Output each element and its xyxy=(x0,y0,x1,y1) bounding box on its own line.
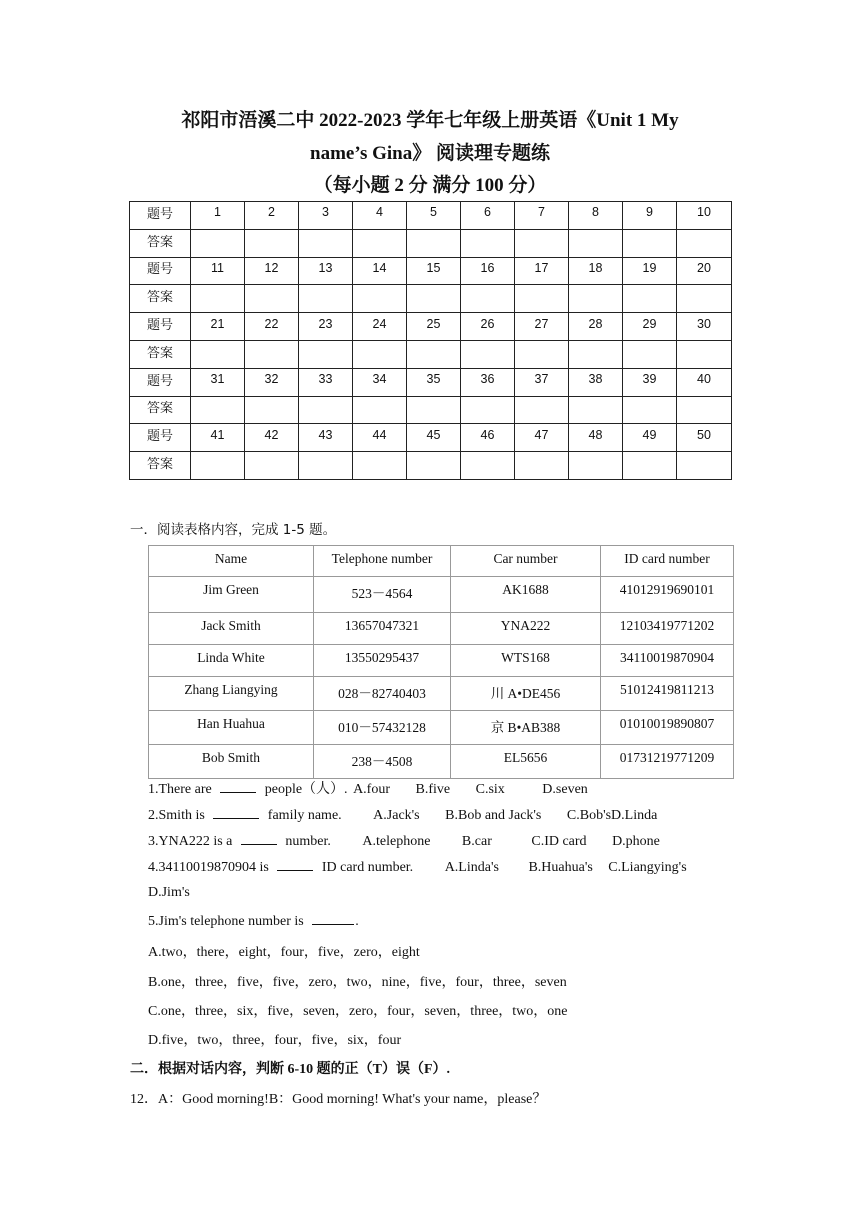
info-table-header-row xyxy=(149,546,734,577)
answer-cell[interactable] xyxy=(407,340,461,368)
answer-cell[interactable] xyxy=(677,452,732,480)
question-number-cell: 1 xyxy=(191,202,245,230)
table-row xyxy=(149,745,734,779)
question-number-cell: 27 xyxy=(515,313,569,341)
question-number-cell: 15 xyxy=(407,257,461,285)
cell-telephone: 238－4508 xyxy=(314,745,451,779)
option-b: B.car xyxy=(461,834,492,849)
question-number-cell: 2 xyxy=(245,202,299,230)
option-c: C.one，three，six，five，seven，zero，four，seven，three，two，one xyxy=(148,1004,568,1019)
question-2-stem-end: family name. xyxy=(267,808,342,823)
question-number-cell: 50 xyxy=(677,424,732,452)
cell-car: EL5656 xyxy=(451,745,601,779)
cell-id-card: 41012919690101 xyxy=(601,577,734,613)
dialogue-line-1: 12．A：Good morning!B：Good morning! What's your name，please？ xyxy=(130,1092,547,1107)
question-number-row xyxy=(130,257,732,285)
answer-row xyxy=(130,229,732,257)
table-row xyxy=(149,677,734,711)
answer-blank xyxy=(241,832,277,845)
question-number-cell: 12 xyxy=(245,257,299,285)
question-5-stem-end: . xyxy=(355,914,359,929)
question-number-cell: 8 xyxy=(569,202,623,230)
cell-telephone: 13550295437 xyxy=(314,645,451,677)
cell-car: YNA222 xyxy=(451,613,601,645)
option-b: B.one，three，five，five，zero，two，nine，five，four，three，seven xyxy=(148,975,567,990)
answer-sheet-table xyxy=(129,201,732,480)
option-d: D.Jim's xyxy=(148,885,190,900)
question-1-stem: 1.There are xyxy=(148,782,212,797)
question-number-cell: 40 xyxy=(677,368,732,396)
table-row xyxy=(149,711,734,745)
question-number-cell: 41 xyxy=(191,424,245,452)
question-number-cell: 32 xyxy=(245,368,299,396)
answer-cell[interactable] xyxy=(245,396,299,424)
answer-cell[interactable] xyxy=(191,396,245,424)
answer-cell[interactable] xyxy=(191,452,245,480)
question-number-row xyxy=(130,313,732,341)
cell-name: Han Huahua xyxy=(149,711,314,745)
question-number-cell: 48 xyxy=(569,424,623,452)
answer-cell[interactable] xyxy=(191,229,245,257)
answer-cell[interactable] xyxy=(191,340,245,368)
answer-blank xyxy=(213,806,259,819)
question-number-cell: 13 xyxy=(299,257,353,285)
cell-name: Zhang Liangying xyxy=(149,677,314,711)
option-a: A.four xyxy=(353,782,390,797)
question-number-cell: 14 xyxy=(353,257,407,285)
cell-car: AK1688 xyxy=(451,577,601,613)
question-number-cell: 25 xyxy=(407,313,461,341)
answer-cell[interactable] xyxy=(407,285,461,313)
cell-name: Jack Smith xyxy=(149,613,314,645)
answer-cell[interactable] xyxy=(677,396,732,424)
option-d: D.five，two，three，four，five，six，four xyxy=(148,1033,402,1048)
question-4-stem-end: ID card number. xyxy=(321,860,414,875)
option-c: C.Liangying's xyxy=(608,860,687,875)
question-number-cell: 43 xyxy=(299,424,353,452)
question-number-cell: 3 xyxy=(299,202,353,230)
answer-row xyxy=(130,396,732,424)
question-number-cell: 35 xyxy=(407,368,461,396)
question-number-row xyxy=(130,202,732,230)
question-number-row xyxy=(130,368,732,396)
question-2-stem: 2.Smith is xyxy=(148,808,205,823)
question-label: 题号 xyxy=(130,424,191,452)
question-4 xyxy=(148,858,687,876)
answer-cell[interactable] xyxy=(245,452,299,480)
table-row xyxy=(149,645,734,677)
question-number-cell: 39 xyxy=(623,368,677,396)
answer-cell[interactable] xyxy=(407,396,461,424)
answer-cell[interactable] xyxy=(515,229,569,257)
section-1-title: 阅读表格内容，完成 1-5 题。 xyxy=(157,522,337,538)
option-a: A.Linda's xyxy=(444,860,499,875)
question-number-cell: 20 xyxy=(677,257,732,285)
section-2-heading xyxy=(130,1058,450,1078)
option-c: C.ID card xyxy=(531,834,587,849)
cell-name: Jim Green xyxy=(149,577,314,613)
cell-telephone: 028－82740403 xyxy=(314,677,451,711)
question-number-cell: 7 xyxy=(515,202,569,230)
info-table xyxy=(148,545,734,779)
question-number-cell: 38 xyxy=(569,368,623,396)
answer-cell[interactable] xyxy=(299,452,353,480)
cell-id-card: 01010019890807 xyxy=(601,711,734,745)
answer-cell[interactable] xyxy=(515,452,569,480)
option-b: B.five xyxy=(415,782,451,797)
option-a: A.two，there，eight，four，five，zero，eight xyxy=(148,945,420,960)
answer-label: 答案 xyxy=(130,396,191,424)
question-number-cell: 4 xyxy=(353,202,407,230)
answer-cell[interactable] xyxy=(677,340,732,368)
option-b: B.Huahua's xyxy=(528,860,593,875)
answer-cell[interactable] xyxy=(245,229,299,257)
answer-blank xyxy=(220,780,256,793)
option-d: D.Linda xyxy=(611,808,658,823)
header-id-card: ID card number xyxy=(601,546,734,577)
answer-cell[interactable] xyxy=(569,229,623,257)
question-number-cell: 36 xyxy=(461,368,515,396)
question-number-cell: 31 xyxy=(191,368,245,396)
cell-name: Linda White xyxy=(149,645,314,677)
question-number-cell: 22 xyxy=(245,313,299,341)
page-title-line-1: 祁阳市浯溪二中 2022-2023 学年七年级上册英语《Unit 1 My xyxy=(181,110,679,131)
question-number-cell: 9 xyxy=(623,202,677,230)
question-label: 题号 xyxy=(130,257,191,285)
section-1-number: 一． xyxy=(130,522,157,538)
page-title-line-3: （每小题 2 分 满分 100 分） xyxy=(313,175,547,196)
option-d: D.phone xyxy=(612,834,660,849)
answer-cell[interactable] xyxy=(623,340,677,368)
cell-name: Bob Smith xyxy=(149,745,314,779)
answer-cell[interactable] xyxy=(299,396,353,424)
question-4-stem: 4.34110019870904 is xyxy=(148,860,269,875)
question-number-cell: 19 xyxy=(623,257,677,285)
answer-cell[interactable] xyxy=(569,285,623,313)
cell-telephone: 13657047321 xyxy=(314,613,451,645)
question-number-cell: 21 xyxy=(191,313,245,341)
question-number-cell: 37 xyxy=(515,368,569,396)
answer-cell[interactable] xyxy=(623,229,677,257)
answer-cell[interactable] xyxy=(623,452,677,480)
answer-label: 答案 xyxy=(130,452,191,480)
answer-blank xyxy=(277,858,313,871)
option-b: B.Bob and Jack's xyxy=(445,808,542,823)
section-1-heading xyxy=(130,518,336,539)
header-name: Name xyxy=(149,546,314,577)
answer-cell[interactable] xyxy=(623,396,677,424)
table-row xyxy=(149,613,734,645)
question-1-stem-end: people（人）. xyxy=(264,782,348,797)
answer-blank xyxy=(312,912,354,925)
question-number-cell: 45 xyxy=(407,424,461,452)
answer-cell[interactable] xyxy=(191,285,245,313)
answer-cell[interactable] xyxy=(353,229,407,257)
question-number-cell: 11 xyxy=(191,257,245,285)
question-number-cell: 34 xyxy=(353,368,407,396)
answer-cell[interactable] xyxy=(299,229,353,257)
answer-cell[interactable] xyxy=(515,285,569,313)
question-number-cell: 6 xyxy=(461,202,515,230)
answer-cell[interactable] xyxy=(407,229,461,257)
question-number-cell: 44 xyxy=(353,424,407,452)
question-number-cell: 5 xyxy=(407,202,461,230)
answer-cell[interactable] xyxy=(461,229,515,257)
answer-cell[interactable] xyxy=(353,452,407,480)
answer-cell[interactable] xyxy=(461,396,515,424)
option-a: A.telephone xyxy=(362,834,431,849)
section-2-title: 二．根据对话内容，判断 6-10 题的正（T）误（F）. xyxy=(130,1062,451,1077)
question-label: 题号 xyxy=(130,313,191,341)
question-number-cell: 10 xyxy=(677,202,732,230)
answer-label: 答案 xyxy=(130,229,191,257)
answer-cell[interactable] xyxy=(245,340,299,368)
question-5 xyxy=(148,912,359,930)
answer-cell[interactable] xyxy=(353,340,407,368)
answer-cell[interactable] xyxy=(623,285,677,313)
cell-car: 川 A•DE456 xyxy=(451,677,601,711)
answer-cell[interactable] xyxy=(461,340,515,368)
question-3-stem: 3.YNA222 is a xyxy=(148,834,233,849)
question-number-cell: 16 xyxy=(461,257,515,285)
answer-cell[interactable] xyxy=(353,285,407,313)
option-a: A.Jack's xyxy=(373,808,420,823)
header-telephone: Telephone number xyxy=(314,546,451,577)
question-label: 题号 xyxy=(130,368,191,396)
option-d: D.seven xyxy=(542,782,588,797)
question-number-cell: 18 xyxy=(569,257,623,285)
question-2 xyxy=(148,806,657,824)
question-number-cell: 24 xyxy=(353,313,407,341)
cell-car: WTS168 xyxy=(451,645,601,677)
cell-id-card: 12103419771202 xyxy=(601,613,734,645)
question-number-cell: 23 xyxy=(299,313,353,341)
question-number-cell: 46 xyxy=(461,424,515,452)
question-number-cell: 49 xyxy=(623,424,677,452)
answer-cell[interactable] xyxy=(569,340,623,368)
question-number-cell: 30 xyxy=(677,313,732,341)
cell-id-card: 34110019870904 xyxy=(601,645,734,677)
question-3 xyxy=(148,832,660,850)
answer-cell[interactable] xyxy=(299,340,353,368)
question-number-cell: 26 xyxy=(461,313,515,341)
answer-cell[interactable] xyxy=(515,396,569,424)
answer-cell[interactable] xyxy=(407,452,461,480)
answer-row xyxy=(130,452,732,480)
question-4-continued xyxy=(148,885,190,901)
cell-telephone: 010－57432128 xyxy=(314,711,451,745)
answer-sheet-body xyxy=(130,202,732,480)
header-car: Car number xyxy=(451,546,601,577)
answer-cell[interactable] xyxy=(677,285,732,313)
question-number-cell: 42 xyxy=(245,424,299,452)
table-row xyxy=(149,577,734,613)
question-5-stem: 5.Jim's telephone number is xyxy=(148,914,304,929)
question-number-cell: 28 xyxy=(569,313,623,341)
question-3-stem-end: number. xyxy=(285,834,331,849)
answer-row xyxy=(130,285,732,313)
option-c: C.six xyxy=(475,782,505,797)
cell-car: 京 B•AB388 xyxy=(451,711,601,745)
answer-cell[interactable] xyxy=(299,285,353,313)
question-1 xyxy=(148,778,588,798)
question-number-cell: 33 xyxy=(299,368,353,396)
cell-telephone: 523－4564 xyxy=(314,577,451,613)
option-c: C.Bob's xyxy=(566,808,612,823)
question-number-row xyxy=(130,424,732,452)
answer-label: 答案 xyxy=(130,340,191,368)
answer-cell[interactable] xyxy=(461,452,515,480)
page-title-line-2: name’s Gina》 阅读理专题练 xyxy=(310,143,550,164)
answer-cell[interactable] xyxy=(461,285,515,313)
answer-cell[interactable] xyxy=(245,285,299,313)
question-number-cell: 17 xyxy=(515,257,569,285)
cell-id-card: 01731219771209 xyxy=(601,745,734,779)
answer-row xyxy=(130,340,732,368)
answer-cell[interactable] xyxy=(569,396,623,424)
answer-label: 答案 xyxy=(130,285,191,313)
answer-cell[interactable] xyxy=(353,396,407,424)
question-number-cell: 47 xyxy=(515,424,569,452)
question-number-cell: 29 xyxy=(623,313,677,341)
cell-id-card: 51012419811213 xyxy=(601,677,734,711)
question-label: 题号 xyxy=(130,202,191,230)
answer-cell[interactable] xyxy=(515,340,569,368)
answer-cell[interactable] xyxy=(569,452,623,480)
answer-cell[interactable] xyxy=(677,229,732,257)
